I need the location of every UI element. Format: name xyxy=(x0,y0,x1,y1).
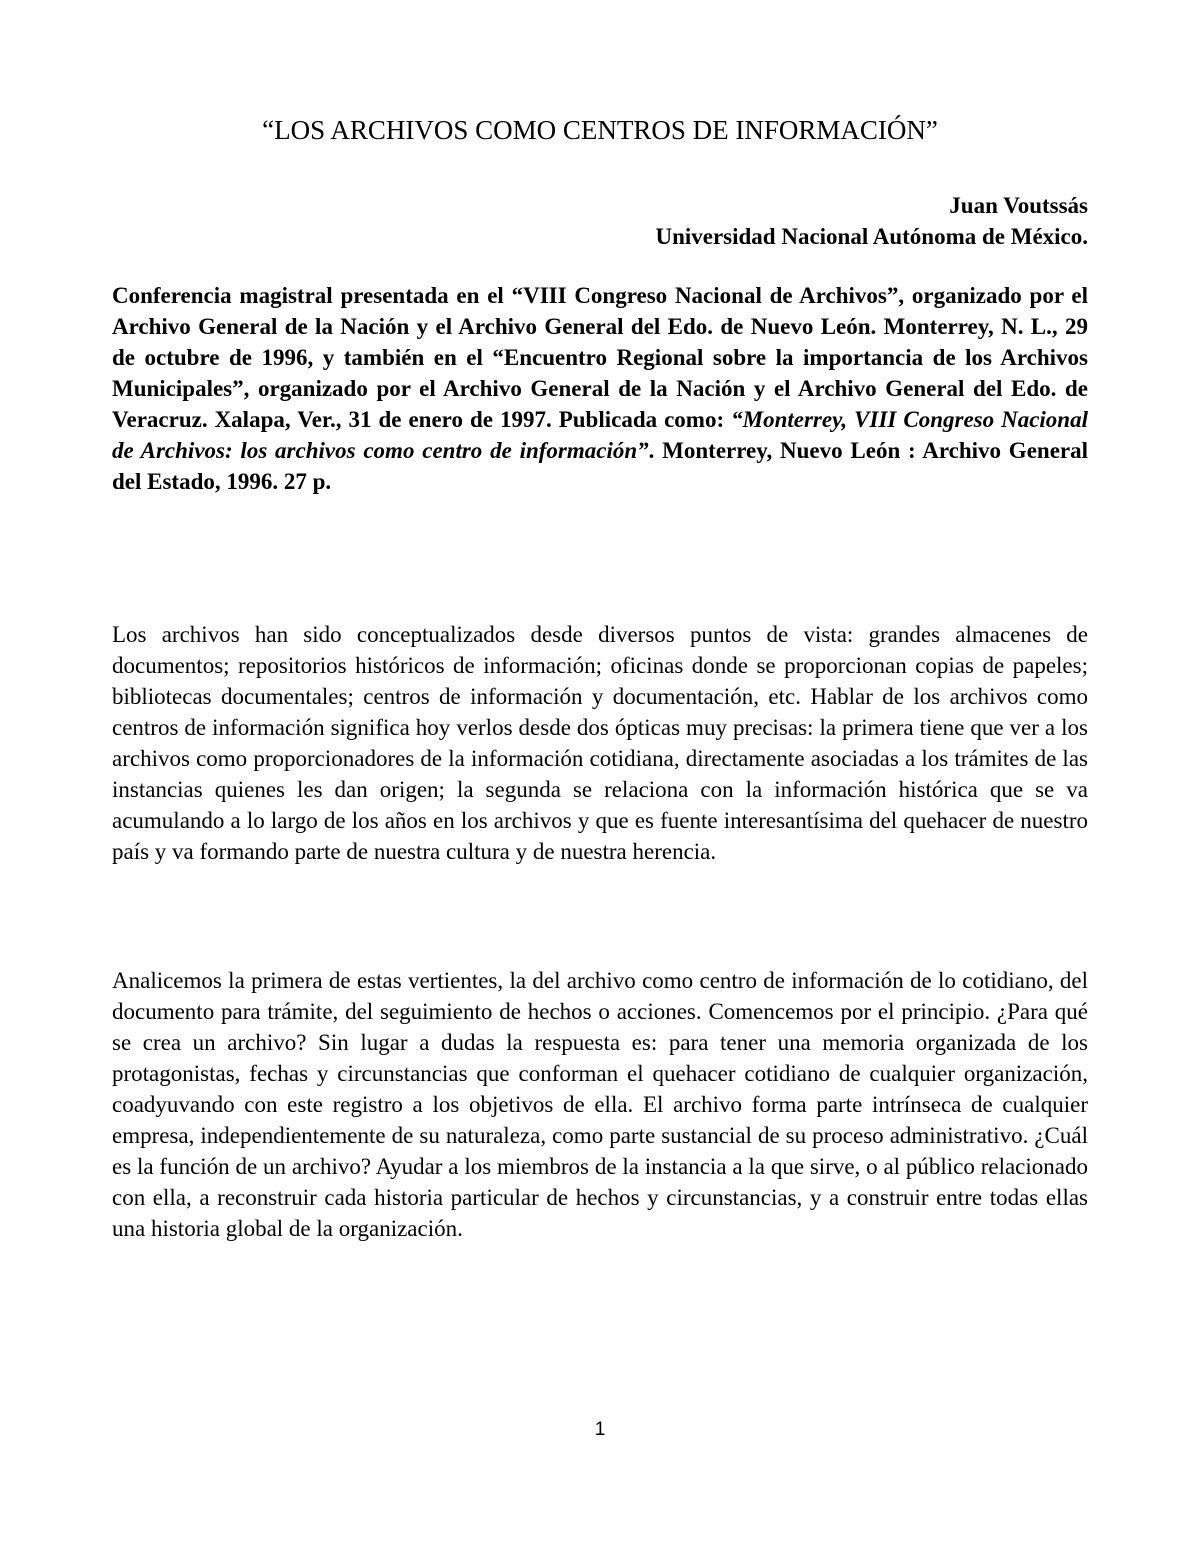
body-paragraph: Los archivos han sido conceptualizados desde diversos puntos de vista: grandes almacenes de documentos; repositorios históricos de información; oficinas donde se proporcionan copias de papeles; bibliotecas documentales; centros de información y documentación, etc. Hablar de los archivos como centros de información significa hoy verlos desde dos ópticas muy precisas: la primera tiene que ver a los archivos como proporcionadores de la información cotidiana, directamente asociadas a los trámites de las instancias quienes les dan origen; la segunda se relaciona con la información histórica que se va acumulando a lo largo de los años en los archivos y que es fuente interesantísima del quehacer de nuestro país y va formando parte de nuestra cultura y de nuestra herencia. xyxy=(112,622,1088,864)
author-affiliation: Universidad Nacional Autónoma de México. xyxy=(655,224,1088,249)
author-block xyxy=(655,190,1088,252)
author-name: Juan Voutssás xyxy=(949,193,1088,218)
page-number: 1 xyxy=(594,1419,606,1440)
conference-note-text: Conferencia magistral presentada en el “VIII Congreso Nacional de Archivos”, organizado por el Archivo General de la Nación y el Archivo General del Edo. de Nuevo León. Monterrey, N. L., 29 de octubre de 1996, y también en el “Encuentro Regional sobre la importancia de los Archivos Municipales”, organizado por el Archivo General de la Nación y el Archivo General del Edo. de Veracruz. Xalapa, Ver., 31 de enero de 1997. Publicada como: xyxy=(112,283,1088,432)
body-paragraph: Analicemos la primera de estas vertientes, la del archivo como centro de información de lo cotidiano, del documento para trámite, del seguimiento de hechos o acciones. Comencemos por el principio. ¿Para qué se crea un archivo? Sin lugar a dudas la respuesta es: para tener una memoria organizada de los protagonistas, fechas y circunstancias que conforman el quehacer cotidiano de cualquier organización, coadyuvando con este registro a los objetivos de ella. El archivo forma parte intrínseca de cualquier empresa, independientemente de su naturaleza, como parte sustancial de su proceso administrativo. ¿Cuál es la función de un archivo? Ayudar a los miembros de la instancia a la que sirve, o al público relacionado con ella, a reconstruir cada historia particular de hechos y circunstancias, y a construir entre todas ellas una historia global de la organización. xyxy=(112,968,1088,1241)
publication-title: “Monterrey, VIII Congreso Nacional de Archivos: los archivos como centro de información” xyxy=(112,407,1088,463)
publication-details: . Monterrey, Nuevo León : Archivo General del Estado, 1996. 27 p. xyxy=(112,438,1089,494)
document-title: “LOS ARCHIVOS COMO CENTROS DE INFORMACIÓN” xyxy=(262,115,938,145)
conference-note xyxy=(112,280,1088,497)
